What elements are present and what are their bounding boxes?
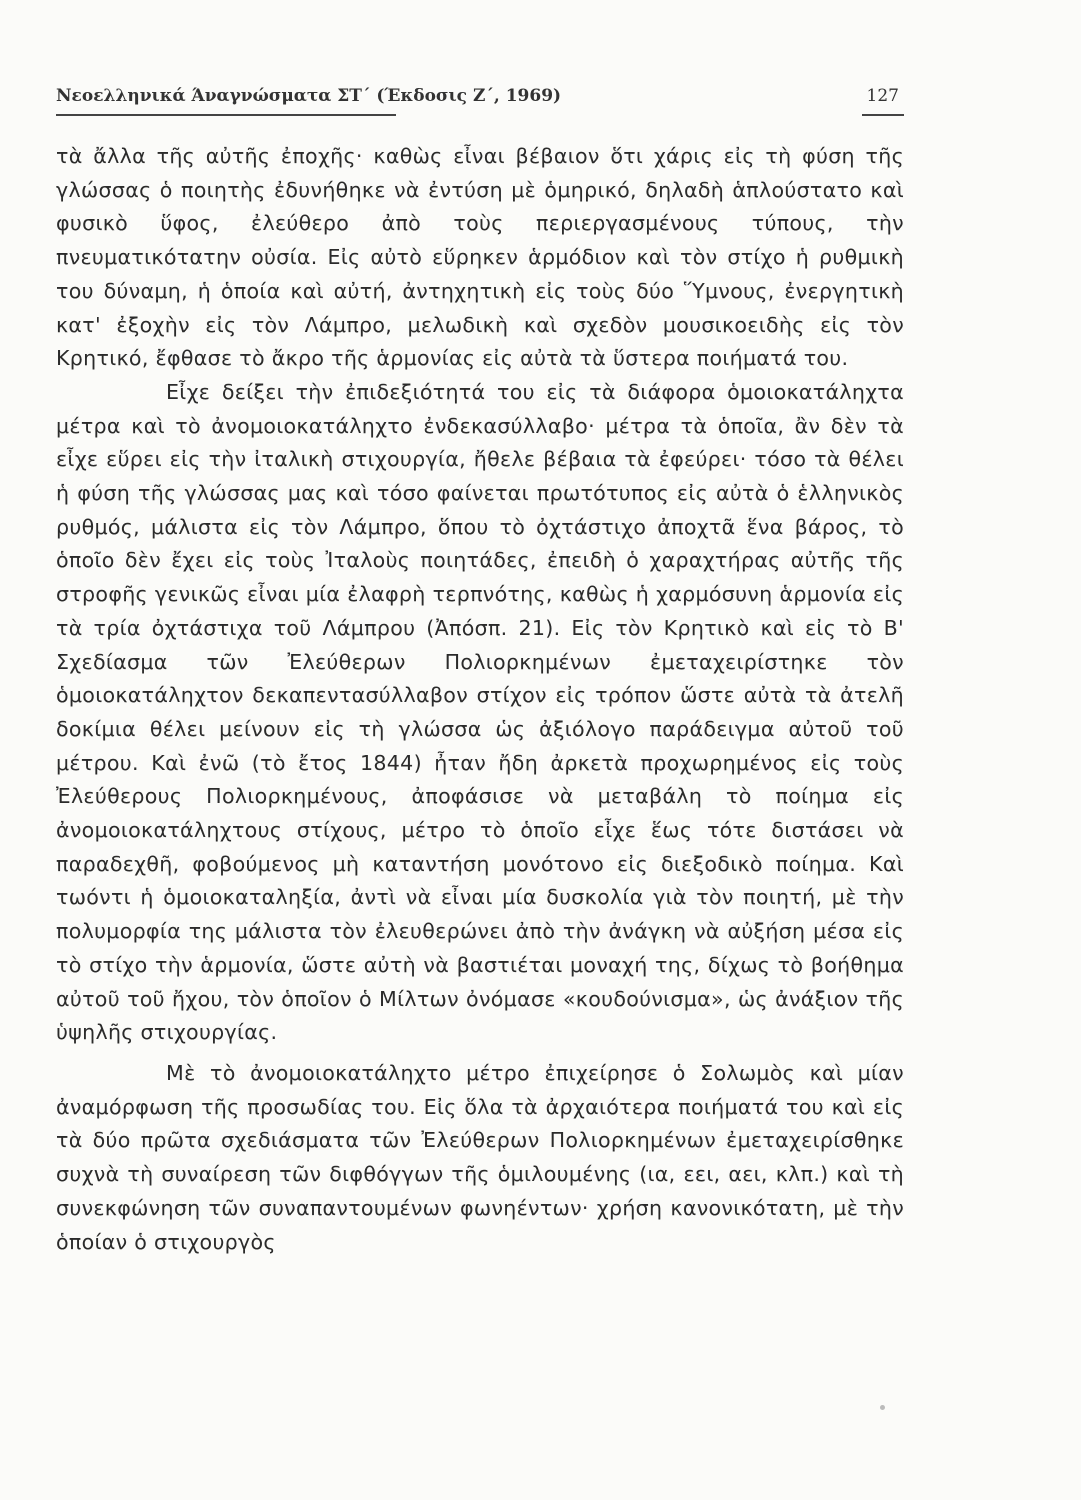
paragraph-2: Εἶχε δείξει τὴν ἐπιδεξιότητά του εἰς τὰ διάφορα ὁμοιοκατάληχτα μέτρα καὶ τὸ ἀνομοιοκατάληχτο ἐνδεκασύλλαβο· μέτρα τὰ ὁποῖα, ἂν δὲν τὰ εἶχε εὕρει εἰς τὴν ἰταλικὴ στιχουργία, ἤθελε βέβαια τὰ ἐφεύρει· τόσο τὰ θέλει ἡ φύση τῆς γλώσσας μας καὶ τόσο φαίνεται πρωτότυπος εἰς αὐτὰ ὁ ἑλληνικὸς ρυθμός, μάλιστα εἰς τὸν Λάμπρο, ὅπου τὸ ὀχτάστιχο ἀποχτᾶ ἕνα βάρος, τὸ ὁποῖο δὲν ἔχει εἰς τοὺς Ἰταλοὺς ποιητάδες, ἐπειδὴ ὁ χαραχτήρας αὐτῆς τῆς στροφῆς γενικῶς εἶναι μία ἐλαφρὴ τερπνότης, καθὼς ἡ χαρμόσυνη ἁρμονία εἰς τὰ τρία ὀχτάστιχα τοῦ Λάμπρου (Ἀπόσπ. 21). Εἰς τὸν Κρητικὸ καὶ εἰς τὸ Β' Σχεδίασμα τῶν Ἐλεύθερων Πολιορκημένων ἐμεταχειρίστηκε τὸν ὁμοιοκατάληχτον δεκαπεντασύλλαβον στίχον εἰς τρόπον ὥστε αὐτὰ τὰ ἀτελῆ δοκίμια θέλει μείνουν εἰς τὴ γλώσσα ὡς ἀξιόλογο παράδειγμα αὐτοῦ τοῦ μέτρου. Καὶ ἐνῶ (τὸ ἔτος 1844) ἦταν ἤδη ἀρκετὰ προχωρημένος εἰς τοὺς Ἐλεύθερους Πολιορκημένους, ἀποφάσισε νὰ μεταβάλη τὸ ποίημα εἰς ἀνομοιοκατάληχτους στίχους, μέτρο τὸ ὁποῖο εἶχε ἕως τότε διστάσει νὰ παραδεχθῆ, φοβούμενος μὴ καταντήση μονότονο εἰς διεξοδικὸ ποίημα. Καὶ τωόντι ἡ ὁμοιοκαταληξία, ἀντὶ νὰ εἶναι μία δυσκολία γιὰ τὸν ποιητή, μὲ τὴν πολυμορφία της μάλιστα τὸν ἐλευθερώνει ἀπὸ τὴν ἀνάγκη νὰ αὐξήση μέσα εἰς τὸ στίχο τὴν ἁρμονία, ὥστε αὐτὴ νὰ βαστιέται μοναχή της, δίχως τὸ βοήθημα αὐτοῦ τοῦ ἤχου, τὸν ὁποῖον ὁ Μίλτων ὀνόμασε «κουδούνισμα», ὡς ἀνάξιον τῆς ὑψηλῆς στιχουργίας. xyxy=(56,379,904,1045)
header-title: Νεοελληνικά Άναγνώσματα ΣΤ΄ (Έκδοσις Ζ΄, 1969) xyxy=(56,86,562,106)
margin-dot xyxy=(880,1405,885,1410)
paragraph-1: τὰ ἄλλα τῆς αὐτῆς ἐποχῆς· καθὼς εἶναι βέβαιον ὅτι χάρις εἰς τὴ φύση τῆς γλώσσας ὁ ποιητὴς ἐδυνήθηκε νὰ ἐντύση μὲ ὁμηρικό, δηλαδὴ ἁπλούστατο καὶ φυσικὸ ὕφος, ἐλεύθερο ἀπὸ τοὺς περιεργασμένους τύπους, τὴν πνευματικότατην οὐσία. Εἰς αὐτὸ εὕρηκεν ἁρμόδιον καὶ τὸν στίχο ἡ ρυθμικὴ του δύναμη, ἡ ὁποία καὶ αὐτή, ἀντηχητικὴ εἰς τοὺς δύο Ὕμνους, ἐνεργητικὴ κατ' ἐξοχὴν εἰς τὸν Λάμπρο, μελωδικὴ καὶ σχεδὸν μουσικοειδὴς εἰς τὸν Κρητικό, ἔφθασε τὸ ἄκρο τῆς ἁρμονίας εἰς αὐτὰ τὰ ὕστερα ποιήματά του. xyxy=(56,144,904,371)
paragraph-3: Μὲ τὸ ἀνομοιοκατάληχτο μέτρο ἐπιχείρησε ὁ Σολωμὸς καὶ μίαν ἀναμόρφωση τῆς προσωδίας του. Εἰς ὅλα τὰ ἀρχαιότερα ποιήματά του καὶ εἰς τὰ δύο πρῶτα σχεδιάσματα τῶν Ἐλεύθερων Πολιορκημένων ἐμεταχειρίσθηκε συχνὰ τὴ συναίρεση τῶν διφθόγγων τῆς ὁμιλουμένης (ια, εει, αει, κλπ.) καὶ τὴ συνεκφώνηση τῶν συναπαντουμένων φωνηέντων· χρήση κανονικότατη, μὲ τὴν ὁποίαν ὁ στιχουργὸς xyxy=(56,1060,904,1254)
body-text xyxy=(56,140,904,1259)
header-rule-right xyxy=(862,114,904,116)
running-header xyxy=(56,82,903,116)
page-number: 127 xyxy=(866,86,899,106)
header-rule-left xyxy=(56,114,396,116)
